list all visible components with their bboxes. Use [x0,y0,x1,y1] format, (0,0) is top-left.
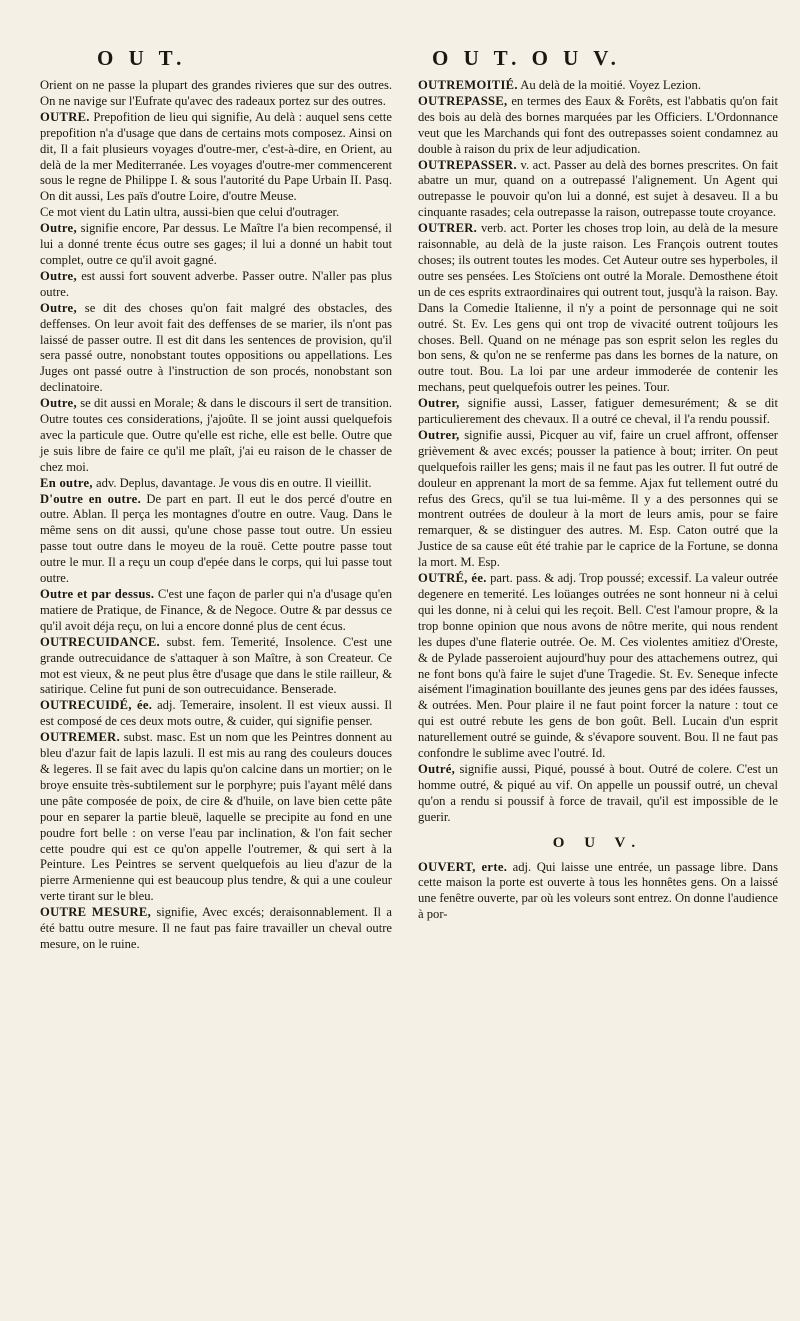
entry [40,635,392,699]
entry-text: adv. Deplus, davantage. Je vous dis en outre. Il vieillit. [96,475,372,490]
entry-text: verb. act. Porter les choses trop loin, au delà de la mesure raisonnable, au delà de la juste raison. Les François outrent toutes choses; ils outrent toutes les modes. Cet Auteur outre ses hyperboles, il outre ses pensées. Les Stoïciens ont outré la Morale. Demosthene étoit un de ces esprits extraordinaires qui outrent tout, jusqu'à la raison. Bay. Dans la Comedie Italienne, il n'y a point de personnage qui ne soit outré. St. Ev. Les gens qui ont trop de vivacité outrent toûjours les choses. Bell. Quand on ne ménage pas son esprit selon les regles du bon sens, & qu'on ne se renferme pas dans les bornes de la nature, on outre tout. Bou. La loi par une ardeur immoderée de contenir les mechans, peut quelquefois outrer les peines. Tour. [418,221,778,395]
entry-text: subst. fem. Temerité, Insolence. C'est une grande outrecuidance de s'attaquer à son Maître, à son Createur. Ce mot est vieux, & ne peut plus être d'usage que dans le stile railleur, & satirique. Celine fut puni de son outrecuidance. Benserade. [40,634,393,697]
entry [40,476,392,492]
entry-text: Prepofition de lieu qui signifie, Au delà : auquel sens cette prepofition n'a d'usage que dans de certains mots composez. Ainsi on dit, Il a fait plusieurs voyages d'outre-mer, c'est-à-dire, en Orient, au delà de la mer Mediterranée. Les voyages d'outre-mer commencerent sous le regne de Philippe I. & sous l'autorité du Pape Urbain II. Pasq. On dit aussi, Les païs d'outre Loire, d'outre Meuse. [40,109,392,204]
entry-headword: OUTRÉ, ée. [418,571,487,586]
entry-headword: En outre, [40,475,93,490]
entry [418,221,778,396]
entry [40,269,392,301]
entry [40,78,392,110]
entry-headword: Outre, [40,300,77,315]
entry-text: adj. Temeraire, insolent. Il est vieux aussi. Il est composé de ces deux mots outre, & cuider, qui signifie penser. [40,698,393,729]
entry-headword: Outre, [40,268,77,283]
entry [40,587,392,635]
entry-text: Orient on ne passe la plupart des grandes rivieres que sur des outres. On ne navige sur l'Eufrate qu'avec des radeaux portez sur des outres. [40,78,392,108]
entry-headword: OUTRE MESURE, [40,905,152,920]
entry [40,730,392,905]
entry [418,860,778,924]
entry-text: signifie encore, Par dessus. Le Maître l'a bien recompensé, il lui a donné trente écus outre ses gages; il lui a donné un habit tout complet, outre ce qu'il avoit gagné. [40,221,392,267]
entry-text: signifie aussi, Lasser, fatiguer demesurément; & se dit particulierement des chevaux. Il a outré ce cheval, il l'a rendu poussif. [418,396,778,427]
running-head-right: O U T. O U V. [432,46,621,70]
entry-text: est aussi fort souvent adverbe. Passer outre. N'aller pas plus outre. [40,268,392,299]
entry-headword: OUTRE. [40,109,90,124]
entry [418,78,778,94]
entry-text: Ce mot vient du Latin ultra, aussi-bien que celui d'outrager. [40,205,340,220]
entry [418,428,778,571]
entry-headword: OUTREMOITIÉ. [418,78,518,92]
entry-text: v. act. Passer au delà des bornes prescrites. On fait abatre un mur, quand on a outrepassé l'alignement. Un Agent qui outrepasse le pouvoir qu'on lui a donné, est sujet à desaveu. Il a bu cinquante rasades; cela outrepasse la raison, outrepasse toute croyance. [418,157,778,220]
right-column [418,78,778,923]
left-column [40,78,392,953]
entry-text: part. pass. & adj. Trop poussé; excessif. La valeur outrée degenere en temerité. Les loüanges outrées ne sont honneur ni à celui qui les donne, ni à celui qui les reçoit. Bell. C'est l'amour propre, & la trop bonne opinion que nous avons de nôtre merite, qui nous rendent les dupes d'une flaterie outrée. Oe. M. Ces violentes amitiez d'Oreste, & de Pylade passeroient aujourd'huy pour des attachemens outrez, qui ne font bons qu'à faire le sujet d'une Tragedie. St. Ev. Seneque infecte aisément l'imagination bouillante des jeunes gens par des idées fausses, & outrées. Men. Pour plaire il ne faut point forcer la nature : tout ce qui est outré rebute les gens de bon goût. Bell. Lucain d'un esprit naturellement outré se guinde, & s'évapore souvent. Bou. Il ne faut pas confondre le sublime avec l'outré. Id. [418,571,778,761]
entry [40,396,392,476]
entry [40,698,392,730]
entry [40,492,392,587]
entry-headword: Outrer, [418,396,460,411]
entry-text: Au delà de la moitié. Voyez Lezion. [520,78,701,92]
entry-text: signifie, Avec excés; deraisonnablement. Il a été battu outre mesure. Il ne faut pas faire travailler un cheval outre mesure, on le ruine. [40,905,392,951]
entry [40,905,392,953]
running-head-left: O U T. [97,46,187,70]
entry-headword: Outre, [40,396,77,411]
entry-headword: OUVERT, erte. [418,859,508,874]
entry-headword: Outré, [418,761,456,776]
entry-text: subst. masc. Est un nom que les Peintres donnent au bleu d'azur fait de lapis lazuli. Il est mis au rang des couleurs douces & legeres. Il se fait avec du lapis qu'on calcine dans un mortier; on le broye ensuite très-subtilement sur le porphyre; puis l'ayant mêlé dans une pâte composée de poix, de cire & d'huile, on lave bien cette pâte pour en separer la partie bleuë, laquelle se precipite au fond en une poudre fort belle : on verse l'eau par inclination, & l'on fait secher cette poudre qui est ce qu'on appelle l'outremer, & qui sert à la Peinture. Les Peintres se servent quelquefois au lieu d'azur de la pierre Armenienne qui est beaucoup plus tendre, & qui a une couleur verte tirant sur le bleu. [40,730,392,904]
entry-text: adj. Qui laisse une entrée, un passage libre. Dans cette maison la porte est ouverte à tous les honnêtes gens. On a laissé une fenêtre ouverte, par où les voleurs sont entrez. On donne l'audience à por- [418,859,779,922]
entry-headword: D'outre en outre. [40,491,142,506]
entry-headword: Outre, [40,221,77,236]
entry-headword: OUTREPASSE, [418,93,508,108]
entry [40,301,392,396]
entry-headword: OUTRECUIDANCE. [40,634,161,649]
entry-headword: OUTRER. [418,221,478,236]
entry-headword: OUTRECUIDÉ, ée. [40,698,153,713]
entry-text: signifie aussi, Piqué, poussé à bout. Outré de colere. C'est un homme outré, & piqué au vif. On appelle un poussif outré, un cheval qu'on a rendu si poussif à force de travail, qu'il est impossible de le guerir. [418,761,779,824]
entry-text: se dit des choses qu'on fait malgré des obstacles, des deffenses. On leur avoit fait des deffenses de se marier, ils n'ont pas laissé de passer outre. Il est dit dans les sentences de provision, qu'il sera passé outre, nonobstant toutes oppositions ou appellations. Les Juges ont passé outre à l'instruction de son procés, nonobstant son declinatoire. [40,300,392,395]
entry [418,762,778,826]
entry-text: De part en part. Il eut le dos percé d'outre en outre. Ablan. Il perça les montagnes d'outre en outre. Vaug. Dans le même sens on dit aussi, qu'une chose passe tout outre. Un essieu passe tout outre dans le moyeu de la rouë. Cette poutre passe tout outre le mur. Il a reçu un coup d'epée dans le corps, qui lui passe tout outre. [40,491,392,586]
entry-text: en termes des Eaux & Forêts, est l'abbatis qu'on fait des bois au delà des bornes marquées par les Officiers. L'Ordonnance veut que les Marchands qui font des outrepasses soient condamnez au double à raison du prix de leur adjudication. [418,93,778,156]
entry-text: signifie aussi, Picquer au vif, faire un cruel affront, offenser grièvement & avec excés; pousser la patience à bout; irriter. On peut quelquefois railler les gens; mais il ne faut pas les outrer. Il fut outré de douleur en apprenant la mort de sa femme. Ajax fut tellement outré du refus des Grecs, qu'il se tua lui-même. Il y a des personnes qui se montrent outrées de douleur à la mort de leurs amis, pour se faire remarquer, & se distinguer des autres. M. Esp. Caton outré que la Justice de sa cause eût été trahie par le caprice de la Fortune, se donna la mort. M. Esp. [418,427,778,570]
entry [40,205,392,221]
entry-headword: Outre et par dessus. [40,587,155,601]
entry-headword: OUTREMER. [40,730,121,745]
entry-text: se dit aussi en Morale; & dans le discours il sert de transition. Outre toutes ces considerations, j'ajoûte. Il se joint aussi quelquefois avec la particule que. Outre qu'elle est riche, elle est belle. Outre que je suis libre de faire ce qu'il me plaît, j'ai eu raison de le chasser de chez moi. [40,396,392,474]
entry [40,110,392,205]
entry [418,571,778,762]
entry-headword: OUTREPASSER. [418,157,517,172]
entry-text: C'est une façon de parler qui n'a d'usage qu'en matiere de Pratique, de Finance, & de Negoce. Outre & par dessus ce qu'il avoit déja reçu, on lui a encore donné plus de cent écus. [40,587,393,633]
entry [418,396,778,428]
entry [40,221,392,269]
entry [418,94,778,158]
section-title-ouv: O U V. [552,834,644,851]
entry [418,158,778,222]
entry-headword: Outrer, [418,427,460,442]
